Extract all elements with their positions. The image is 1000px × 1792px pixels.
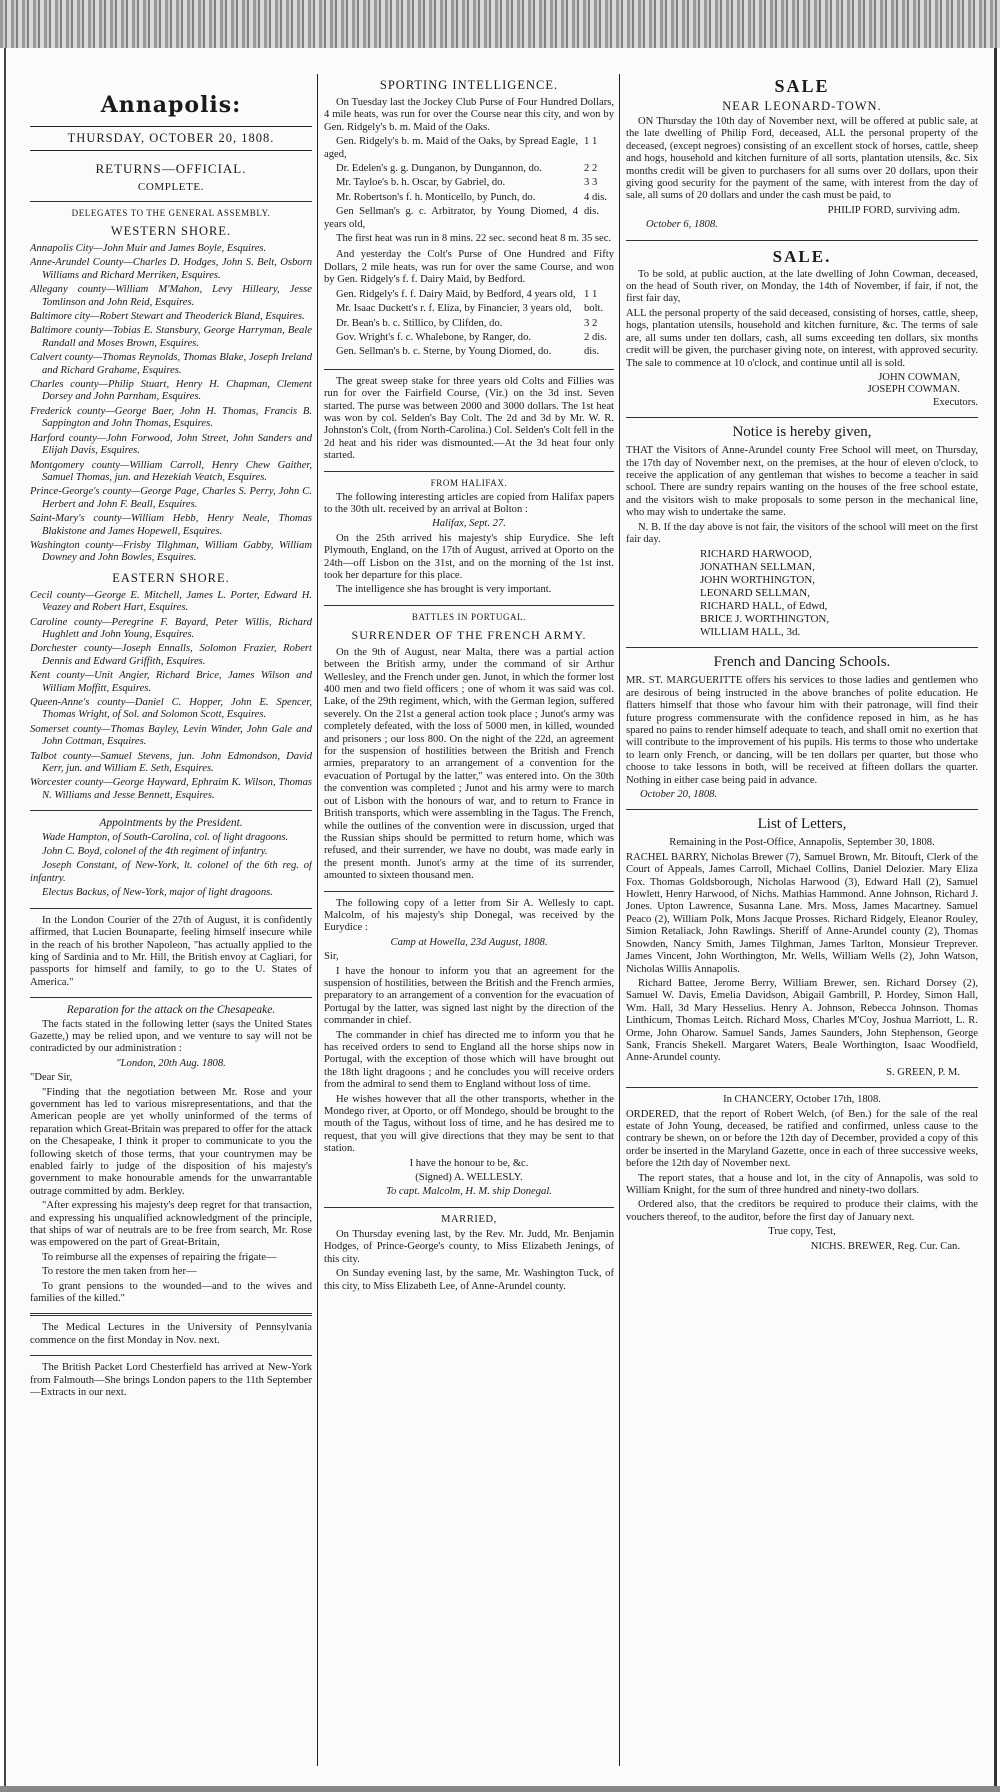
french-title: French and Dancing Schools. <box>713 654 891 671</box>
race-result: 2 2 <box>584 163 598 175</box>
sale1-subtitle: NEAR LEONARD-TOWN. <box>722 99 882 113</box>
race-entry-text: Gen. Ridgely's f. f. Dairy Maid, by Bedford, 4 years old, <box>336 288 576 300</box>
chancery-attest: True copy, Test, <box>768 1226 836 1238</box>
list-item: Allegany county—William M'Mahon, Levy Hilleary, Jesse Tomlinson and John Reid, Esquires. <box>30 284 312 308</box>
postmaster-signature: S. GREEN, P. M. <box>886 1066 960 1078</box>
list-item: Saint-Mary's county—William Hebb, Henry Neale, Thomas Blakistone and James Hopewell, Esquires. <box>30 513 312 537</box>
race-result: 4 dis. <box>584 191 607 203</box>
letter-recipient: To capt. Malcolm, H. M. ship Donegal. <box>386 1186 552 1198</box>
chancery-paragraph: The report states, that a house and lot, in the city of Annapolis, was sold to William Knight, for the sum of three hundred and ninety-two dollars. <box>626 1172 978 1196</box>
reparation-title: Reparation for the attack on the Chesapeake. <box>66 1004 276 1017</box>
camp-dateline: Camp at Howella, 23d August, 1808. <box>390 936 548 948</box>
visitor-name: JOHN WORTHINGTON, <box>700 574 816 587</box>
chancery-order: ORDERED, that the report of Robert Welch, (of Ben.) for the sale of the real estate of John Young, deceased, be ratified and confirmed, unless cause to the contrary be shewn, on or before the 12th day of December, provided a copy of this order be inserted in the Maryland Gazette, once in each of three successive weeks, before the 12th day of November next. <box>626 1108 978 1170</box>
marriage-notice: On Sunday evening last, by the same, Mr. Washington Tuck, of this city, to Miss Elizabeth Lee, of Anne-Arundel county. <box>324 1268 614 1292</box>
race-result: 2 dis. <box>584 331 607 343</box>
list-item: Anne-Arundel County—Charles D. Hodges, John S. Belt, Osborn Williams and Richard Merriken, Esquires. <box>30 257 312 281</box>
married-title: MARRIED, <box>441 1213 497 1225</box>
eastern-list <box>30 590 312 803</box>
french-body: MR. ST. MARGUERITTE offers his services to those ladies and gentlemen who are desirous of being instructed in the above branches of polite education. He flatters himself that those who favour him with their patronage, will find their future progress commensurate with the confidence reposed in him, as he has spared no pains to render himself adequate to teach, and shall omit no exertion that will contribute to the improvement of his pupils. His terms to those who undertake to learn only French, or dancing, will be ten dollars per quarter, but those who choose to take lessons in both, will be received at fifteen dollars the quarter. Nothing in either case being paid in advance. <box>626 675 978 786</box>
list-item: Baltimore county—Tobias E. Stansbury, George Harryman, Beale Randall and Moses Brown, Esquires. <box>30 325 312 349</box>
eastern-shore-heading: EASTERN SHORE. <box>112 570 230 585</box>
list-item: Montgomery county—William Carroll, Henry Chew Gaither, Samuel Thomas, jun. and Hezekiah Veatch, Esquires. <box>30 459 312 483</box>
race-entry-text: Mr. Tayloe's b. h. Oscar, by Gabriel, do. <box>336 177 506 189</box>
visitor-name: RICHARD HALL, of Edwd, <box>700 600 828 613</box>
list-item: Prince-George's county—George Page, Charles S. Perry, John C. Herbert and John F. Beall, Esquires. <box>30 486 312 510</box>
visitors-list <box>626 548 978 639</box>
appointments-title: Appointments by the President. <box>99 817 243 830</box>
list-item: Somerset county—Thomas Bayley, Levin Winder, John Gale and John Cottman, Esquires. <box>30 723 312 748</box>
race-entry <box>324 192 614 206</box>
race-entry-text: Gov. Wright's f. c. Whalebone, by Ranger, do. <box>336 331 532 343</box>
race-result: dis. <box>584 346 600 358</box>
race-entry-text: Mr. Isaac Duckett's r. f. Eliza, by Financier, 3 years old, <box>336 303 572 315</box>
halifax-dateline: Halifax, Sept. 27. <box>432 518 506 530</box>
chancery-signature: NICHS. BREWER, Reg. Cur. Can. <box>810 1240 960 1252</box>
race-entry <box>324 136 614 163</box>
letter-paragraph: I have the honour to inform you that an agreement for the suspension of hostilities, between the British and the French armies, preparatory to an arrangement of a convention for the evacuation of Portugal by the latter, was signed last night by the direction of the commander in chief. <box>324 965 614 1027</box>
sale2-body: ALL the personal property of the said deceased, consisting of horses, cattle, sheep, hogs, plantation utensils, household and kitchen furniture, &c. The terms of sale are, all sums under ten dollars, cash, all sums exceeding ten dollars, six months credit will be given, the purchaser giving note, on interest, with approved security. The sale to commence at 10 o'clock, and continue until all is sold. <box>626 307 978 369</box>
column-rule <box>317 74 318 1766</box>
visitor-name: JONATHAN SELLMAN, <box>700 561 815 574</box>
list-item: Washington county—Frisby Tilghman, William Gabby, William Downey and John Bowles, Esquires. <box>30 539 312 564</box>
sale2-executors: Executors. <box>932 396 978 408</box>
column-left <box>30 48 312 1786</box>
letter-paragraph: "After expressing his majesty's deep regret for that transaction, and expressing his unqualified acknowledgment of the principle, that ships of war of neutrals are to be free from search, Mr. Rose was empowered on the part of Great-Britain, <box>30 1200 312 1249</box>
list-item: Charles county—Philip Stuart, Henry H. Chapman, Clement Dorsey and John Parnham, Esquires. <box>30 379 312 403</box>
race-entry <box>324 163 614 177</box>
packet-notice: The British Packet Lord Chesterfield has arrived at New-York from Falmouth—She brings London papers to the 11th September—Extracts in our next. <box>30 1362 312 1399</box>
list-item: Annapolis City—John Muir and James Boyle, Esquires. <box>30 243 267 254</box>
race-result: 3 2 <box>584 317 598 329</box>
sale2-signature: JOHN COWMAN, <box>878 371 960 383</box>
list-item: Frederick county—George Baer, John H. Thomas, Francis B. Sappington and John Thomas, Esquires. <box>30 405 312 430</box>
letter-paragraph: "Finding that the negotiation between Mr. Rose and your government has led to various misrepresentations, and that the American people are yet wholly uninformed of the terms of reparation which Great-Britain was prepared to offer for the attack on the Chesapeake, I think it proper to communicate to you the following sketch of those terms, that your countrymen may be enabled fairly to judge of the disposition of his majesty's government to make honourable amends for the unwarrantable outrage committed by adm. Berkley. <box>30 1086 312 1197</box>
sale1-signature: PHILIP FORD, surviving adm. <box>827 204 960 216</box>
race-result: bolt. <box>584 303 604 315</box>
list-item: Caroline county—Peregrine F. Bayard, Peter Willis, Richard Hughlett and John Young, Esquires. <box>30 616 312 640</box>
scan-edge-top <box>0 0 1000 48</box>
race-entry-text: Dr. Bean's b. c. Stillico, by Clifden, do. <box>336 317 503 329</box>
list-item: Baltimore city—Robert Stewart and Theoderick Bland, Esquires. <box>30 311 305 323</box>
list-item: Talbot county—Samuel Stevens, jun. John Edmondson, David Kerr, jun. and William E. Seth, Esquires. <box>30 750 312 775</box>
delegates-heading: DELEGATES TO THE GENERAL ASSEMBLY. <box>71 208 271 218</box>
column-middle <box>324 48 614 1786</box>
letter-salutation: Sir, <box>324 951 339 963</box>
race-entry-text: Gen. Sellman's b. c. Sterne, by Young Diomed, do. <box>336 346 552 358</box>
sale2-signature: JOSEPH COWMAN. <box>867 384 960 396</box>
colts-intro: And yesterday the Colt's Purse of One Hundred and Fifty Dollars, 2 mile heats, was run for over the same Course, and won by Gen. Ridgely's f. f. Dairy Maid, by Bedford. <box>324 249 614 286</box>
heat-times: The first heat was run in 8 mins. 22 sec. second heat 8 m. 35 sec. <box>336 233 612 245</box>
visitor-name: RICHARD HARWOOD, <box>700 548 812 561</box>
list-item: Queen-Anne's county—Daniel C. Hopper, John E. Spencer, Thomas Wright, of Sol. and Solomon Scott, Esquires. <box>30 697 312 721</box>
list-item: Worcester county—George Hayward, Ephraim K. Wilson, Thomas N. Williams and Jesse Bennett, Esquires. <box>30 777 312 801</box>
sale2-intro: To be sold, at public auction, at the late dwelling of John Cowman, deceased, on the head of South river, on Monday, the 14th of November, if fair, if not, the first fair day, <box>626 268 978 305</box>
appointment: John C. Boyd, colonel of the 4th regiment of infantry. <box>42 846 268 858</box>
letter-date: "London, 20th Aug. 1808. <box>116 1057 226 1069</box>
chancery-dateline: In CHANCERY, October 17th, 1808. <box>723 1094 881 1106</box>
race-result: dis. <box>584 206 600 218</box>
sale1-title: SALE <box>774 76 830 96</box>
race-result: 1 1 <box>584 288 598 300</box>
western-list <box>30 243 312 565</box>
french-date: October 20, 1808. <box>640 789 718 801</box>
returns-title: RETURNS—OFFICIAL. <box>95 161 247 176</box>
list-item: Kent county—Unit Angier, Richard Brice, James Wilson and William Moffitt, Esquires. <box>30 670 312 694</box>
race-entry-text: Dr. Edelen's g. g. Dunganon, by Dungannon, do. <box>336 163 542 175</box>
race-entry <box>324 332 614 346</box>
notice-body: THAT the Visitors of Anne-Arundel county Free School will meet, on Thursday, the 17th day of November next, on the premises, at the hour of eleven o'clock, to receive the application of any gentleman that wishes to become a teacher in said school. There are sundry repairs wanting on the houses of the free school estate, and the visitors wish to make proposals to some person in the mechanical line, who may wish to undertake the same. <box>626 445 978 519</box>
newspaper-page <box>4 48 997 1786</box>
list-item: Cecil county—George E. Mitchell, James L. Porter, Edward H. Veazey and Robert Hart, Esquires. <box>30 589 312 614</box>
race-entry <box>324 346 614 360</box>
letters-list: RACHEL BARRY, Nicholas Brewer (7), Samuel Brown, Mr. Bitouft, Clerk of the Court of Appeals, James Carroll, Michael Collins, Daniel Delozier. Mary Eliza Fox. Thomas Goldsborough, Nicholas Harwood (3), Edward Hall (2), Samuel Howlett, Henry Harwood, of Nichs. Mathias Hammond. Anne Johnson, Richard J. Jones. Upton Lawrence, Susanna Lane. Mrs. Moss, James Macartney. Samuel Peaco (2), William Polk, Mons Jacque Prosses. Richard Ridgely, Eleanor Rouley, Simion Retaliack, John Rawlings. Sheriff of Anne-Arundel county (2), Thomas Snowden, Nancy Smith, James Tilghman, James Tarlton, Monsieur Treprever. James Vincent, John Worthington, Mr. Wells, William Wells (2), John Watson, Nicholas Willis Annapolis. <box>626 851 978 975</box>
halifax-title: FROM HALIFAX. <box>430 477 508 488</box>
masthead: Annapolis: <box>100 92 242 118</box>
term-item: To grant pensions to the wounded—and to the wives and families of the killed." <box>30 1280 312 1305</box>
visitor-name: BRICE J. WORTHINGTON, <box>700 613 830 626</box>
race-entry <box>324 303 614 317</box>
race-result: 1 1 <box>584 136 598 148</box>
race-entry <box>324 177 614 191</box>
dateline: THURSDAY, OCTOBER 20, 1808. <box>30 126 312 151</box>
term-item: To restore the men taken from her— <box>42 1266 197 1278</box>
courier-paragraph: In the London Courier of the 27th of August, it is confidently affirmed, that Lucien Bounaparte, feeling himself insecure while in the reach of his brother Napoleon, "has actually applied to the king of Sardinia and to Mr. Hill, the British envoy at Cagliari, for passports for himself and family, to go to the U. States of America." <box>30 914 312 988</box>
race-entry <box>324 318 614 332</box>
race-entry-text: Mr. Robertson's f. h. Monticello, by Punch, do. <box>336 191 536 203</box>
western-shore-heading: WESTERN SHORE. <box>110 224 232 238</box>
letters-subtitle: Remaining in the Post-Office, Annapolis, September 30, 1808. <box>669 837 935 849</box>
appointment: Wade Hampton, of South-Carolina, col. of light dragoons. <box>42 831 289 843</box>
letter-paragraph: The commander in chief has directed me to inform you that he has received orders to send to England all the horse ships now in Portugal, with the exception of those which will have brought out the 18th light dragoons ; and he concludes you will receive orders from the admiral to send them to England without loss of time. <box>324 1029 614 1091</box>
appointment: Electus Backus, of New-York, major of light dragoons. <box>42 887 273 899</box>
sale1-date: October 6, 1808. <box>646 219 718 231</box>
lectures-notice: The Medical Lectures in the University of Pennsylvania commence on the first Monday in Nov. next. <box>30 1322 312 1346</box>
visitor-name: LEONARD SELLMAN, <box>700 587 810 600</box>
sale2-title: SALE. <box>772 246 832 266</box>
column-rule <box>619 74 620 1766</box>
sporting-title: SPORTING INTELLIGENCE. <box>379 78 559 92</box>
race-entry <box>324 206 614 233</box>
sale1-body: ON Thursday the 10th day of November next, will be offered at public sale, at the late dwelling of Philip Ford, deceased, ALL the personal property of the deceased, (except negroes) consisting of an excellent stock of horses, cattle, sheep and hogs, household and kitchen furniture of all sorts, plantation utensils, &c. Six months credit will be given to purchasers for all sums over 20 dollars, upon their giving good security for the payment of the same, with interest from the day of sale, all sums of 20 dollars and under the cash must be paid, to <box>626 116 978 202</box>
returns-subtitle: COMPLETE. <box>137 181 205 193</box>
letter-salutation: "Dear Sir, <box>30 1072 73 1084</box>
wellesley-intro: The following copy of a letter from Sir A. Wellesly to capt. Malcolm, of his majesty's ship Donegal, was received by the Eurydice : <box>324 897 614 934</box>
race-entry <box>324 289 614 303</box>
halifax-paragraph: The intelligence she has brought is very important. <box>336 584 552 596</box>
notice-nb: N. B. If the day above is not fair, the visitors of the school will meet on the first fair day. <box>626 521 978 545</box>
visitor-name: WILLIAM HALL, 3d. <box>700 626 801 639</box>
race-entry-text: Gen. Ridgely's b. m. Maid of the Oaks, by Spread Eagle, aged, <box>324 136 578 160</box>
appointment: Joseph Constant, of New-York, lt. colonel of the 6th reg. of infantry. <box>30 860 312 884</box>
marriage-notice: On Thursday evening last, by the Rev. Mr. Judd, Mr. Benjamin Hodges, of Prince-George's county, to Miss Elizabeth Jenings, of this city. <box>324 1228 614 1265</box>
battle-paragraph: On the 9th of August, near Malta, there was a partial action between the British army, under the command of sir Arthur Wellesley, and the French under gen. Junot, in which the former lost 400 men and two field officers ; one of whom it was said was col. Lake, of the 29th regiment, which, with the German legion, suffered severely. On the 21st a general action took place ; Junot's army was completely defeated, with the loss of 5000 men, in killed, wounded and prisoners ; our loss 800. On the night of the 22d, an agreement for the suspension of hostilities between the British and French armies, preparatory to an arrangement of a convention for the evacuation of Portugal by the latter," was entered into. On the 30th the convention was completed ; Junot and his army were to march out of Lisbon with the honours of war, and to return to France in British transports, which were assembling in the Tagus. The French, while the outlines of the convention were in discussion, urged that the Russian ships should be permitted to return home, which was refused, and their surrender, we have no doubt, was made early in the present month. Junot's army at the time of its surrender, amounted to sixteen thousand men. <box>324 646 614 882</box>
race-entry-text: Gen Sellman's g. c. Arbitrator, by Young Diomed, 4 years old, <box>324 206 578 230</box>
halifax-intro: The following interesting articles are copied from Halifax papers to the 30th ult. received by an arrival at Bolton : <box>324 491 614 515</box>
list-item: Calvert county—Thomas Reynolds, Thomas Blake, Joseph Ireland and Richard Grahame, Esquires. <box>30 352 312 376</box>
letter-paragraph: He wishes however that all the other transports, whether in the Mondego river, at Oporto, or off Mondego, should be brought to the mouth of the Tagus, without loss of time, and he has desired me to request, that you will give directions that they may be sent to that station. <box>324 1093 614 1155</box>
battles-title: BATTLES IN PORTUGAL. <box>411 611 527 622</box>
term-item: To reimburse all the expenses of repairing the frigate— <box>42 1251 277 1263</box>
chancery-paragraph: Ordered also, that the creditors be required to produce their claims, with the vouchers thereof, to the auditor, before the first day of January next. <box>626 1199 978 1223</box>
letters-list: Richard Battee, Jerome Berry, William Brewer, sen. Richard Dorsey (2), Samuel W. Davis, Emelia Davidson, Abigail Gambrill, P. Hordey, Simon Hall, Wm. Hall, 3d Mary Hesselius. Henry A. Johnson, Rebecca Johnson. Thomas Linthicum, Thomas Leitch. Richard Moss, Charles M'Coy, Joshua Marriott, L. R. Orme, John Oharow. Samuel Sands, James Saunders, John Stephenson, George Sank, Francis Shekell. Margaret Waters, Beale Worthington, Isaac Woodfield, Anne-Arundel county. <box>626 977 978 1064</box>
list-item: Harford county—John Forwood, John Street, John Sanders and Elijah Davis, Esquires. <box>30 432 312 457</box>
list-item: Dorchester county—Joseph Ennalls, Solomon Frazier, Robert Dennis and Edward Griffith, Esquires. <box>30 643 312 667</box>
surrender-title: SURRENDER OF THE FRENCH ARMY. <box>351 627 587 642</box>
reparation-intro: The facts stated in the following letter (says the United States Gazette,) may be relied upon, and we venture to say will not be contradicted by our administration : <box>30 1018 312 1055</box>
scan-edge-bottom <box>0 1786 1000 1792</box>
column-right <box>626 48 978 1786</box>
sweepstake-paragraph: The great sweep stake for three years old Colts and Fillies was run for over the Fairfield Course, (Vir.) on the 3d inst. Seven started. The purse was between 2000 and 3000 dollars. The 1st heat was won by col. Selden's Bay Colt. The 2d and 3d by Mr. W. R. Johnston's Colt, (from North-Carolina.) Col. Selden's Colt fell in the 2d heat and his rider was dismounted.—At the 3d heat four only started. <box>324 375 614 462</box>
jockey-intro: On Tuesday last the Jockey Club Purse of Four Hundred Dollars, 4 mile heats, was run for over the Course near this city, and won by Gen. Ridgely's b. m. Maid of the Oaks. <box>324 97 614 133</box>
halifax-paragraph: On the 25th arrived his majesty's ship Eurydice. She left Plymouth, England, on the 17th of August, arrived at Oporto on the 24th—off Lisbon on the 31st, and on the morning of the 1st inst. took her departure for this place. <box>324 532 614 581</box>
letters-title: List of Letters, <box>757 816 847 833</box>
race-result: 3 3 <box>584 177 598 189</box>
notice-title: Notice is hereby given, <box>732 424 872 441</box>
letter-closing: I have the honour to be, &c. <box>409 1157 529 1169</box>
letter-signature: (Signed) A. WELLESLY. <box>415 1172 523 1184</box>
